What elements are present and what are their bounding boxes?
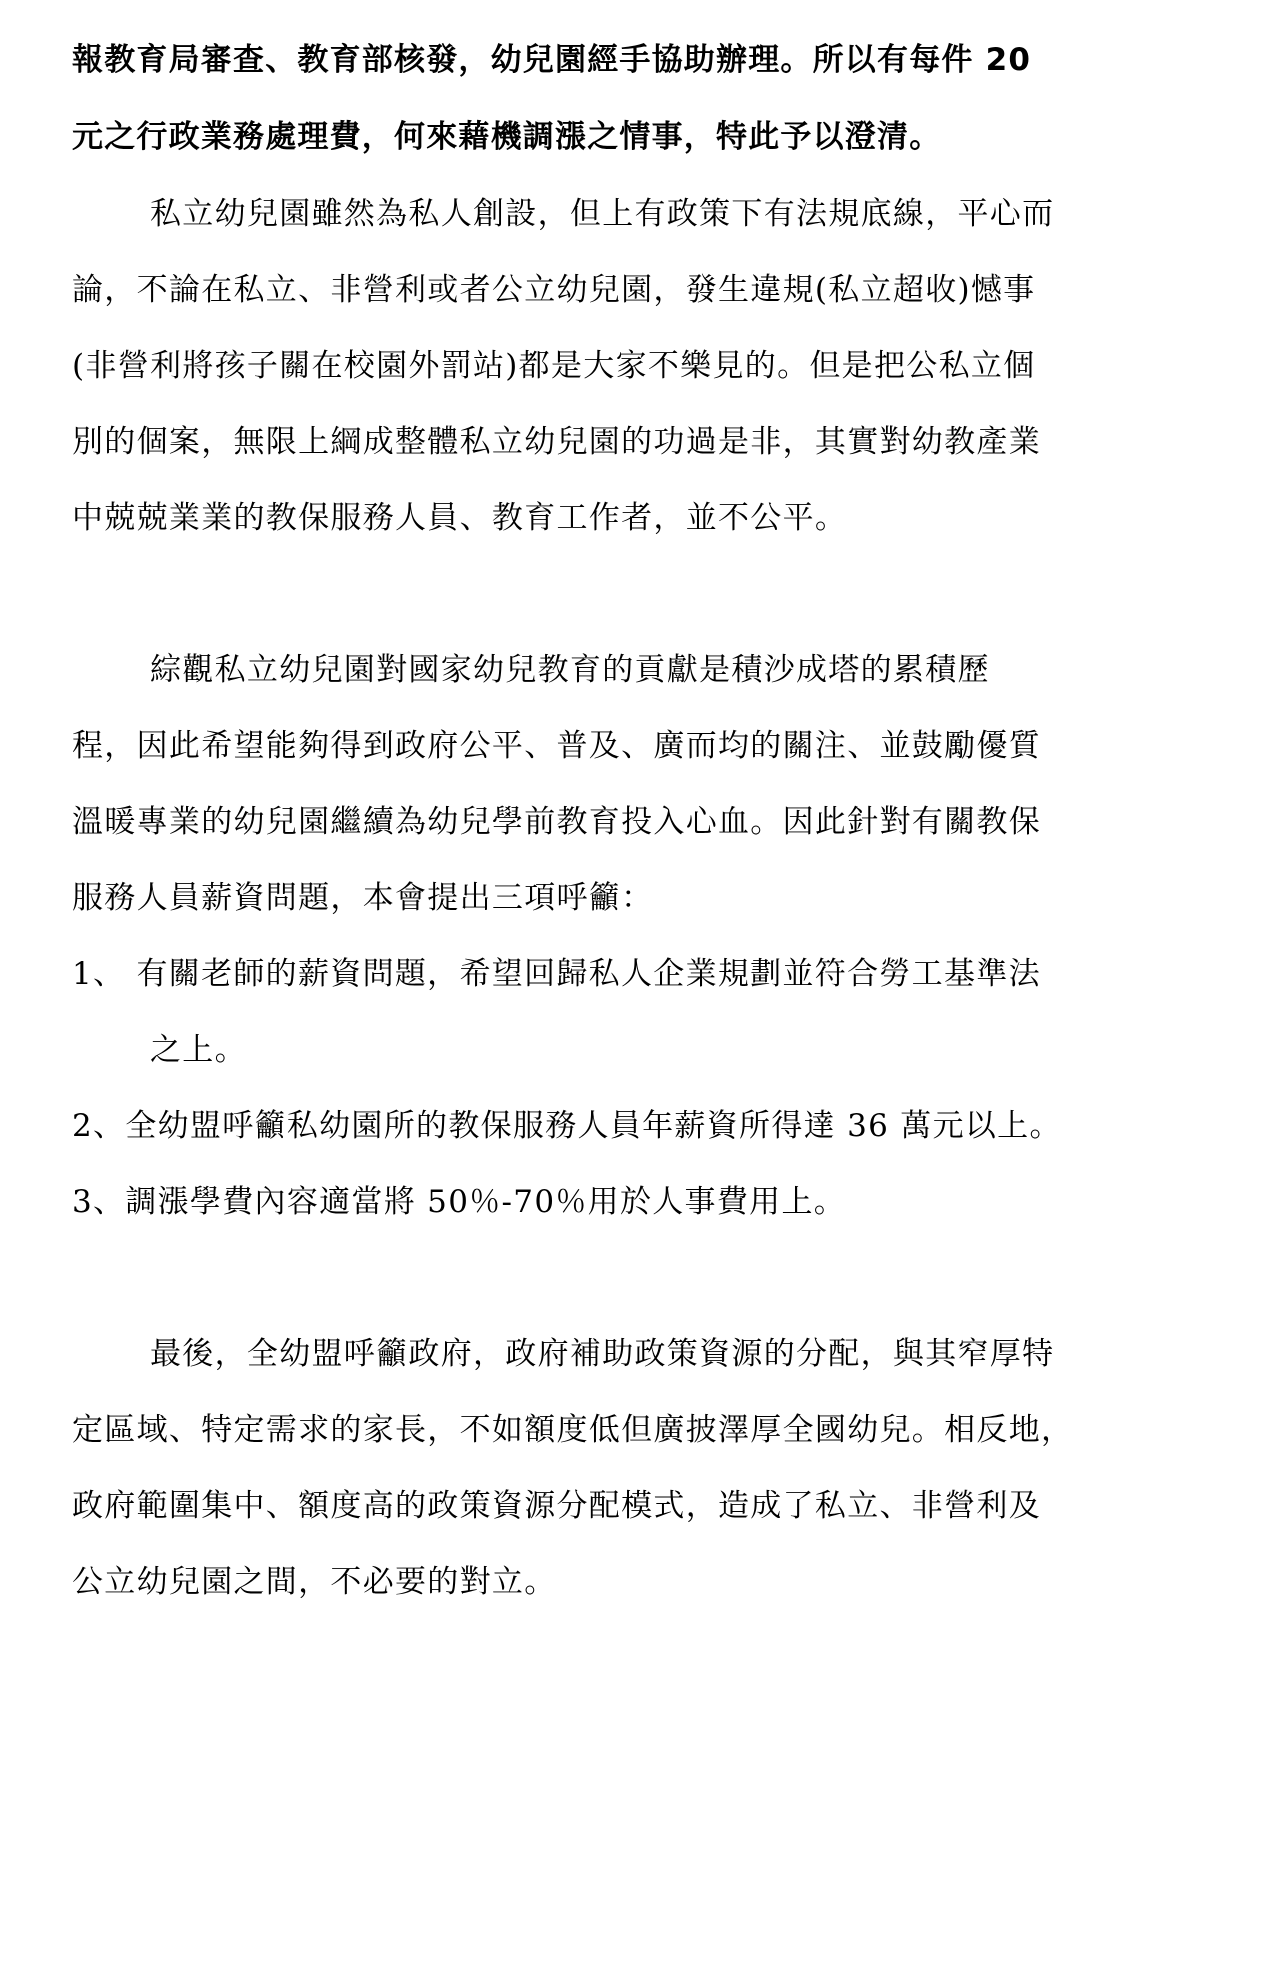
appeal-item-1-line-1: 1、 有關老師的薪資問題，希望回歸私人企業規劃並符合勞工基準法: [72, 956, 1041, 992]
appeal-item-2: 2、全幼盟呼籲私幼園所的教保服務人員年薪資所得達 36 萬元以上。: [72, 1108, 1062, 1144]
paragraph-2-line-4: 服務人員薪資問題，本會提出三項呼籲：: [72, 880, 654, 916]
paragraph-1-line-5: 中兢兢業業的教保服務人員、教育工作者，並不公平。: [72, 500, 848, 536]
appeal-item-1-line-2: 之上。: [150, 1032, 247, 1068]
paragraph-1-line-1: 私立幼兒園雖然為私人創設，但上有政策下有法規底線，平心而: [150, 196, 1055, 232]
paragraph-3-line-4: 公立幼兒園之間，不必要的對立。: [72, 1564, 557, 1600]
intro-line-2: 元之行政業務處理費，何來藉機調漲之情事，特此予以澄清。: [72, 119, 942, 155]
paragraph-3-line-1: 最後，全幼盟呼籲政府，政府補助政策資源的分配，與其窄厚特: [150, 1336, 1055, 1372]
appeal-item-3: 3、調漲學費內容適當將 50％-70％用於人事費用上。: [72, 1184, 847, 1220]
paragraph-3-line-2: 定區域、特定需求的家長，不如額度低但廣披澤厚全國幼兒。相反地，: [72, 1412, 1074, 1448]
intro-line-1: 報教育局審查、教育部核發，幼兒園經手協助辦理。所以有每件 20: [72, 42, 1032, 78]
paragraph-1-line-2: 論，不論在私立、非營利或者公立幼兒園，發生違規(私立超收)憾事: [72, 272, 1036, 308]
paragraph-3-line-3: 政府範圍集中、額度高的政策資源分配模式，造成了私立、非營利及: [72, 1488, 1041, 1524]
paragraph-2-line-1: 綜觀私立幼兒園對國家幼兒教育的貢獻是積沙成塔的累積歷: [150, 652, 990, 688]
paragraph-1-line-4: 別的個案，無限上綱成整體私立幼兒園的功過是非，其實對幼教產業: [72, 424, 1041, 460]
paragraph-2-line-3: 溫暖專業的幼兒園繼續為幼兒學前教育投入心血。因此針對有關教保: [72, 804, 1041, 840]
paragraph-2-line-2: 程，因此希望能夠得到政府公平、普及、廣而均的關注、並鼓勵優質: [72, 728, 1041, 764]
paragraph-1-line-3: (非營利將孩子關在校園外罰站)都是大家不樂見的。但是把公私立個: [72, 348, 1036, 384]
